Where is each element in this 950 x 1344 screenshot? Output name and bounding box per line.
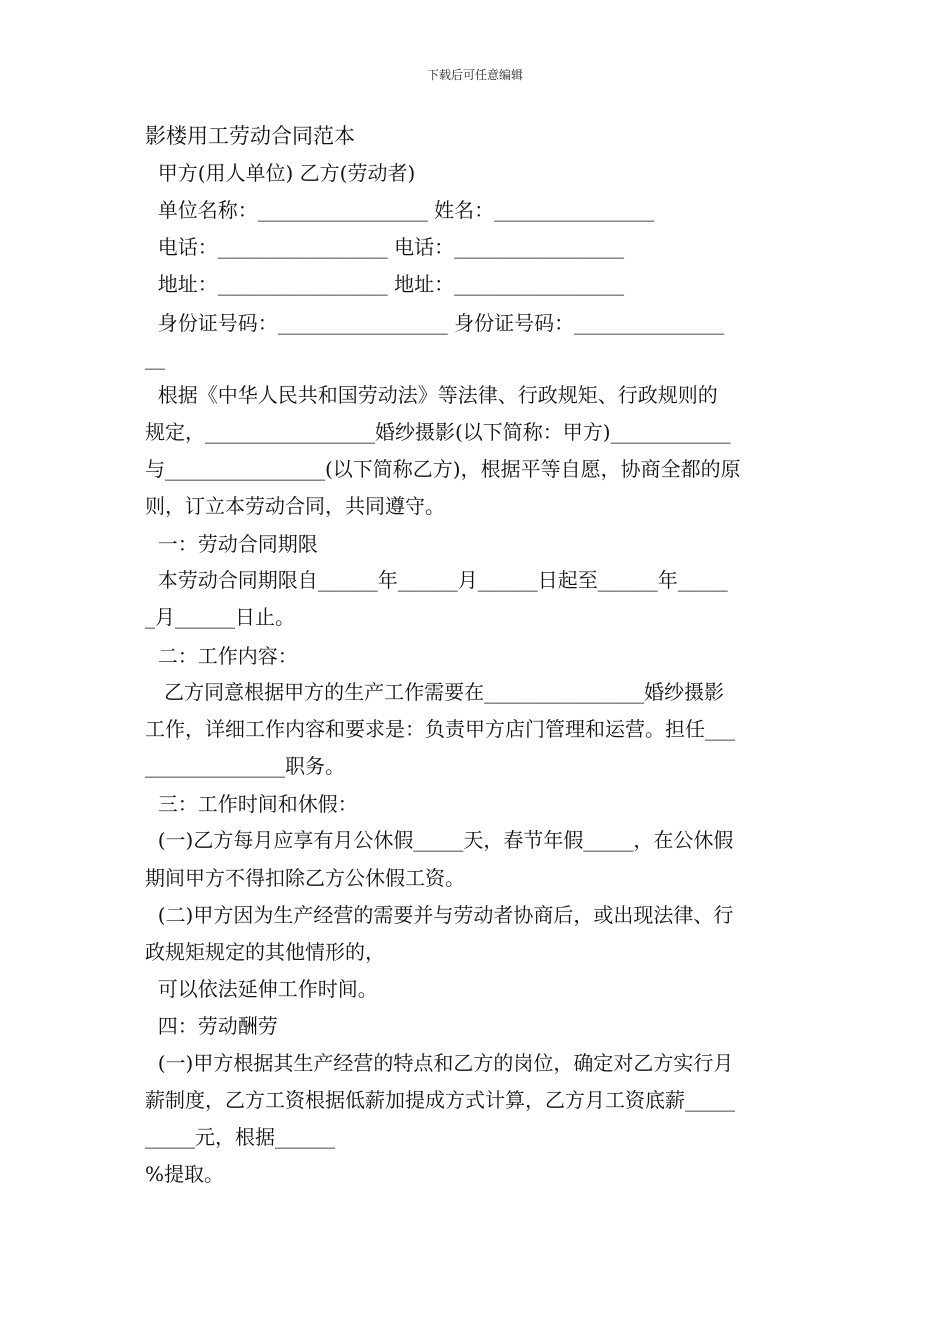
page-header: 下载后可任意编辑: [426, 68, 523, 82]
section-heading: 一：劳动合同期限: [145, 532, 318, 556]
paragraph-line: ______________职务。: [145, 754, 345, 778]
paragraph-line: (一)乙方每月应享有月公休假_____天，春节年假_____，在公休假: [145, 828, 734, 852]
paragraph-line: 本劳动合同期限自______年______月______日起至______年_____: [145, 568, 728, 592]
paragraph-line: %提取。: [145, 1162, 225, 1186]
paragraph-line: 可以依法延伸工作时间。: [145, 977, 378, 1001]
section-heading: 三：工作时间和休假：: [145, 792, 358, 816]
paragraph-line: 与________________(以下简称乙方)，根据平等自愿，协商全都的原: [145, 457, 741, 481]
paragraph-line: _月______日止。: [145, 605, 295, 629]
paragraph-line: 电话：_________________ 电话：_________________: [145, 235, 625, 259]
paragraph-line: _____元，根据______: [145, 1125, 335, 1149]
paragraph-line: (二)甲方因为生产经营的需要并与劳动者协商后，或出现法律、行: [145, 903, 734, 927]
paragraph-line: 工作，详细工作内容和要求是：负责甲方店门管理和运营。担任___: [145, 717, 735, 741]
paragraph-line: 身份证号码：_________________ 身份证号码：_______________: [145, 311, 725, 335]
paragraph-line: 薪制度，乙方工资根据低薪加提成方式计算，乙方月工资底薪_____: [145, 1088, 735, 1112]
paragraph-line: 期间甲方不得扣除乙方公休假工资。: [145, 866, 465, 890]
paragraph-line: 政规矩规定的其他情形的，: [145, 940, 385, 964]
section-heading: 二：工作内容：: [145, 644, 298, 668]
section-heading: 四：劳动酬劳: [145, 1014, 278, 1038]
paragraph-line: 地址：_________________ 地址：_________________: [145, 272, 625, 296]
paragraph-line: (一)甲方根据其生产经营的特点和乙方的岗位，确定对乙方实行月: [145, 1051, 734, 1075]
paragraph-line: 单位名称：_________________ 姓名：________________: [145, 198, 655, 222]
paragraph-line: 根据《中华人民共和国劳动法》等法律、行政规矩、行政规则的: [145, 383, 718, 407]
paragraph-line: 规定，_________________婚纱摄影(以下简称：甲方)____________: [145, 420, 731, 444]
paragraph-line: 则，订立本劳动合同，共同遵守。: [145, 494, 445, 518]
paragraph-line: __: [145, 346, 165, 370]
document-title: 影楼用工劳动合同范本: [145, 124, 355, 148]
paragraph-line: 甲方(用人单位) 乙方(劳动者): [145, 161, 416, 185]
paragraph-line: 乙方同意根据甲方的生产工作需要在________________婚纱摄影: [145, 680, 725, 704]
